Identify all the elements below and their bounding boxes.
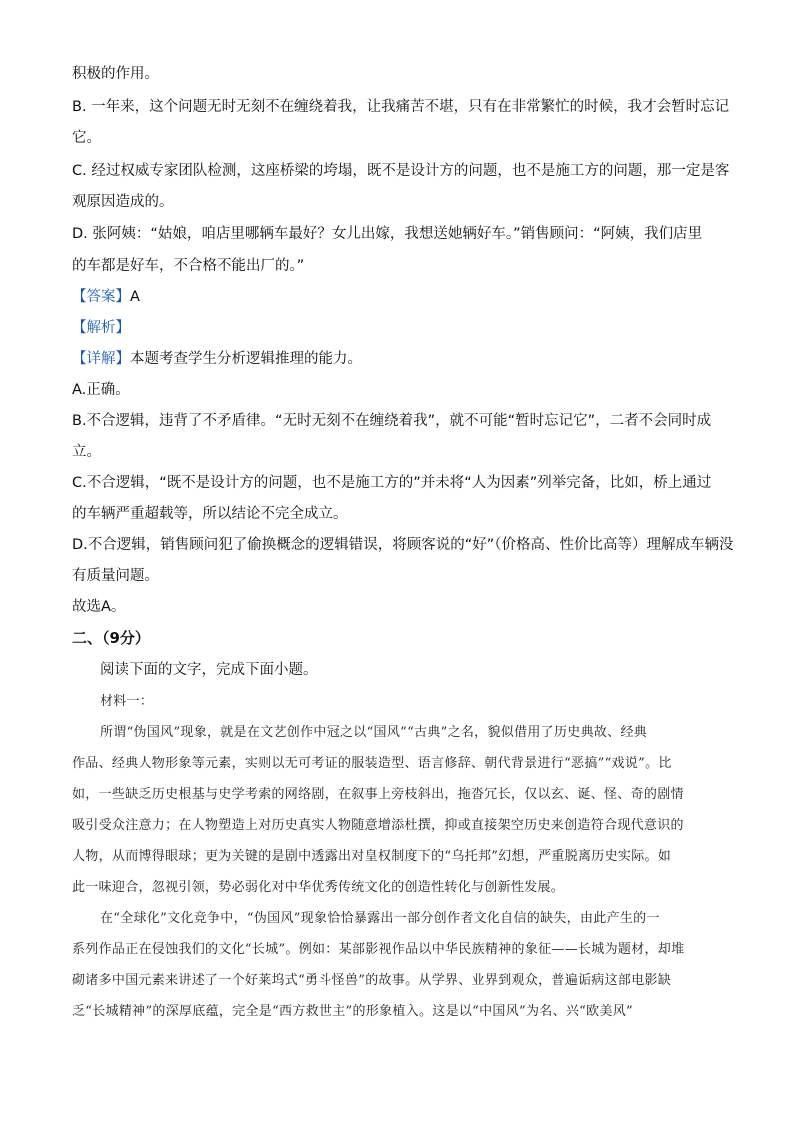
analysis-heading <box>72 318 130 338</box>
analysis-d-line-1: D.不合逻辑，销售顾问犯了偷换概念的逻辑错误，将顾客说的“好”（价格高、性价比高等）理解成车辆没 <box>72 537 734 553</box>
option-c-line-2: 观原因造成的。 <box>72 194 174 210</box>
answer-line <box>72 287 140 307</box>
material-paragraph-2-line: 系列作品正在侵蚀我们的文化“长城”。例如：某部影视作品以中华民族精神的象征——长城为题材，却堆 <box>72 942 685 957</box>
option-d-line-1: D. 张阿姨：“姑娘，咱店里哪辆车最好？女儿出嫁，我想送她辆好车。”销售顾问：“阿姨，我们店里 <box>72 226 703 242</box>
section-instruction: 阅读下面的文字，完成下面小题。 <box>100 662 318 678</box>
material-paragraph-1-line: 吸引受众注意力；在人物塑造上对历史真实人物随意增添杜撰，抑或直接架空历史来创造符合现代意识的 <box>72 818 684 833</box>
analysis-conclusion: 故选A。 <box>72 599 126 615</box>
analysis-tag: 【解析】 <box>72 320 130 336</box>
analysis-b-line-1: B.不合逻辑，违背了不矛盾律。“无时无刻不在缠绕着我”，就不可能“暂时忘记它”，二者不会同时成 <box>72 413 712 429</box>
analysis-c-line-1: C.不合逻辑，“既不是设计方的问题，也不是施工方的”并未将“人为因素”列举完备，比如，桥上通过 <box>72 475 712 491</box>
detail-tag: 【详解】 <box>72 351 130 367</box>
material-paragraph-1-line: 作品、经典人物形象等元素，实则以无可考证的服装造型、语言修辞、朝代背景进行“恶搞”“戏说”。比 <box>72 756 672 771</box>
option-d-line-2: 的车都是好车，不合格不能出厂的。” <box>72 258 305 274</box>
detail-line <box>72 349 362 369</box>
material-paragraph-2-line: 在“全球化”文化竞争中，“伪国风”现象恰恰暴露出一部分创作者文化自信的缺失，由此产生的一 <box>100 911 660 926</box>
material-paragraph-2-line: 乏“长城精神”的深厚底蕴，完全是“西方救世主”的形象植入。这是以“中国风”为名、兴“欧美风” <box>72 1004 633 1019</box>
material-paragraph-1-line: 如，一些缺乏历史根基与史学考索的网络剧，在叙事上旁枝斜出，拖沓冗长，仅以玄、诞、怪、奇的剧情 <box>72 787 684 802</box>
material-paragraph-1-line: 所谓“伪国风”现象，就是在文艺创作中冠之以“国风”“古典”之名，貌似借用了历史典故、经典 <box>100 725 648 740</box>
analysis-a: A.正确。 <box>72 382 130 398</box>
material-paragraph-1-line: 人物，从而博得眼球；更为关键的是剧中透露出对皇权制度下的“乌托邦”幻想，严重脱离历史实际。如 <box>72 849 672 864</box>
option-c-line-1: C. 经过权威专家团队检测，这座桥梁的垮塌，既不是设计方的问题，也不是施工方的问题，那一定是客 <box>72 163 730 179</box>
material-label: 材料一： <box>100 694 154 709</box>
answer-tag: 【答案】 <box>72 289 130 305</box>
section-heading: 二、（9分） <box>72 629 150 647</box>
option-b-line-2: 它。 <box>72 130 101 146</box>
analysis-d-line-2: 有质量问题。 <box>72 568 159 584</box>
detail-text: 本题考查学生分析逻辑推理的能力。 <box>130 351 362 367</box>
material-paragraph-1-line: 此一味迎合，忽视引领，势必弱化对中华优秀传统文化的创造性转化与创新性发展。 <box>72 880 565 895</box>
analysis-b-line-2: 立。 <box>72 444 101 460</box>
option-b-line-1: B. 一年来，这个问题无时无刻不在缠绕着我，让我痛苦不堪，只有在非常繁忙的时候，我才会暂时忘记 <box>72 99 730 115</box>
analysis-c-line-2: 的车辆严重超载等，所以结论不完全成立。 <box>72 506 348 522</box>
answer-value: A <box>130 289 140 305</box>
material-paragraph-2-line: 砌诸多中国元素来讲述了一个好莱坞式“勇斗怪兽”的故事。从学界、业界到观众，普遍诟病这部电影缺 <box>72 973 672 988</box>
question-line-1: 积极的作用。 <box>72 66 159 82</box>
